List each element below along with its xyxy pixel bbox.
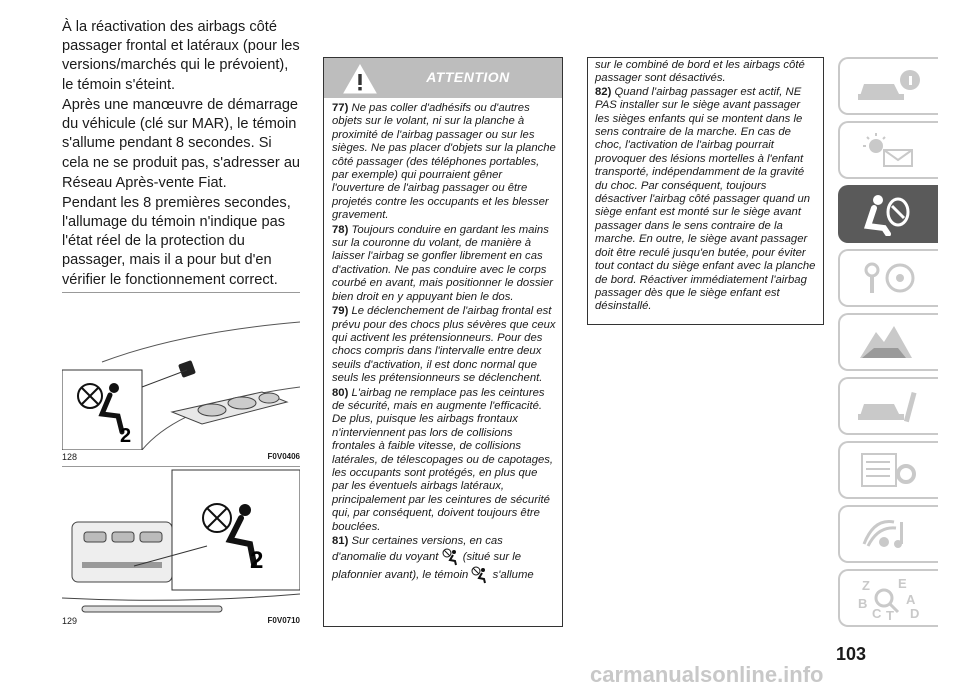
attention-title: ATTENTION bbox=[426, 69, 510, 85]
svg-text:C: C bbox=[872, 606, 882, 620]
roof-lamp-illustration bbox=[62, 292, 300, 450]
figure-code: F0V0406 bbox=[267, 452, 300, 461]
tab-car-service[interactable] bbox=[838, 377, 938, 435]
ceiling-console-illustration bbox=[62, 466, 300, 614]
watermark: carmanualsonline.info bbox=[590, 662, 824, 687]
svg-text:B: B bbox=[858, 596, 868, 611]
airbag-safety-icon bbox=[854, 192, 924, 236]
warning-item bbox=[332, 224, 556, 304]
item-text: Quand l'airbag passager est actif, NE PAS installer sur le siège avant passager les sièges enfants qui se montent dans le sens contraire de la marche. En cas de choc, l'activation de l'airbag pourrait provoquer des lésions mortelles à l'enfant transporté, indépendamment de la gravité du choc. Par conséquent, toujours désactiver l'airbag côté passager quand un siège enfant est monté sur le siège avant passager dans le sens contraire de la marche. En outre, le siège avant passager doit être reculé jusqu'en butée, pour éviter tout contact du siège enfant avec la planche de bord. Réactiver immédiatement l'airbag passager dès que le siège enfant est désinstallé. bbox=[595, 85, 816, 313]
svg-text:D: D bbox=[910, 606, 920, 620]
item-text: s'allume bbox=[492, 569, 534, 582]
attention-continuation-box bbox=[587, 57, 824, 325]
item-text: L'airbag ne remplace pas les ceintures de sécurité, mais en augmente l'efficacité. De plus, puisque les airbags frontaux n'interviennent pas lors de collisions frontales à faible vitesse, de collisions latérales, de télescopages ou de capotages, les occupants sont protégés, en plus que par les éventuels airbags latéraux, principalement par les ceintures de sécurité qui, par conséquent, doivent toujours être bouclées. bbox=[332, 386, 554, 533]
tab-multimedia[interactable] bbox=[838, 505, 938, 563]
svg-text:E: E bbox=[898, 576, 907, 591]
chapter-tabs bbox=[838, 57, 960, 633]
figure-129 bbox=[62, 466, 300, 626]
svg-text:A: A bbox=[906, 592, 916, 607]
warning-lights-icon bbox=[854, 130, 924, 170]
item-number: 79) bbox=[332, 305, 349, 318]
warning-item bbox=[332, 102, 556, 223]
item-text: (situé sur le plafonnier avant), le témoin bbox=[332, 551, 522, 582]
tab-index[interactable] bbox=[838, 569, 938, 627]
tab-car-info[interactable] bbox=[838, 57, 938, 115]
warning-item bbox=[332, 387, 556, 534]
index-icon bbox=[854, 576, 924, 620]
continuation-text: sur le combiné de bord et les airbags côté passager sont désactivés. bbox=[595, 59, 805, 85]
figure-code: F0V0710 bbox=[267, 616, 300, 625]
item-number: 82) bbox=[595, 85, 612, 98]
attention-header bbox=[324, 58, 562, 98]
paragraph: cela ne se produit pas, s'adresser au Réseau Après-vente Fiat. bbox=[62, 155, 301, 191]
item-number: 77) bbox=[332, 102, 349, 114]
airbag-off-warning-icon bbox=[471, 566, 489, 584]
airbag-off-warning-icon bbox=[442, 548, 460, 566]
warning-item bbox=[332, 305, 556, 385]
item-text: Ne pas coller d'adhésifs ou d'autres objets sur le volant, ni sur la planche à proximité de l'airbag passager ou sur les sièges. Ne pas placer d'objets sur la planche côté passager (des téléphones portables, par exemple) qui pourraient gêner l'ouverture de l'airbag passager ou être projetés contre les occupants et les blesser gravement. bbox=[332, 102, 556, 222]
tab-warning-lights[interactable] bbox=[838, 121, 938, 179]
item-number: 81) bbox=[332, 535, 349, 547]
figure-128 bbox=[62, 292, 300, 462]
warning-item bbox=[332, 535, 556, 584]
figure-number: 129 bbox=[62, 616, 78, 626]
breakdown-icon bbox=[854, 322, 924, 362]
tab-key-steering[interactable] bbox=[838, 249, 938, 307]
svg-text:Z: Z bbox=[862, 578, 870, 593]
tab-breakdown[interactable] bbox=[838, 313, 938, 371]
warning-item bbox=[595, 86, 817, 314]
car-service-icon bbox=[854, 386, 924, 426]
svg-text:2: 2 bbox=[250, 547, 264, 574]
paragraph: Pendant les 8 premières secondes, l'allumage du témoin n'indique pas l'état réel de la protection du passager, mais il a pour but d'en vérifier le fonctionnement correct. bbox=[62, 194, 291, 288]
specifications-icon bbox=[854, 450, 924, 490]
multimedia-icon bbox=[854, 514, 924, 554]
item-text: Sur certaines versions, en cas d'anomalie du voyant bbox=[332, 535, 503, 564]
tab-specifications[interactable] bbox=[838, 441, 938, 499]
page-number: 103 bbox=[836, 644, 867, 664]
paragraph: À la réactivation des airbags côté passager frontal et latéraux (pour les versions/marchés qui le prévoient), le témoin s'éteint. bbox=[62, 19, 300, 93]
item-number: 78) bbox=[332, 223, 349, 236]
attention-box bbox=[323, 57, 563, 627]
svg-text:2: 2 bbox=[120, 425, 132, 447]
figure-number: 128 bbox=[62, 452, 78, 462]
key-steering-icon bbox=[854, 258, 924, 298]
car-info-icon bbox=[854, 66, 924, 106]
svg-text:T: T bbox=[886, 608, 894, 620]
item-text: Le déclenchement de l'airbag frontal est prévu pour des chocs plus sévères que ceux qui activent les prétensionneurs. Pour des chocs compris dans l'intervalle entre deux seuils d'activation, il est donc normal que seuls les prétensionneurs se déclenchent. bbox=[332, 305, 556, 385]
item-number: 80) bbox=[332, 386, 349, 399]
item-text: Toujours conduire en gardant les mains sur la couronne du volant, de manière à laisser l'airbag se gonfler librement en cas d'activation. Ne pas conduire avec le corps courbé en avant, mais positionner le dossier bien droit en y appuyant bien le dos. bbox=[332, 223, 554, 303]
paragraph: Après une manœuvre de démarrage du véhicule (clé sur MAR), le témoin s'allume pendant 8 secondes. Si bbox=[62, 96, 299, 152]
tab-airbag-safety[interactable] bbox=[838, 185, 938, 243]
left-text-column bbox=[62, 18, 302, 290]
